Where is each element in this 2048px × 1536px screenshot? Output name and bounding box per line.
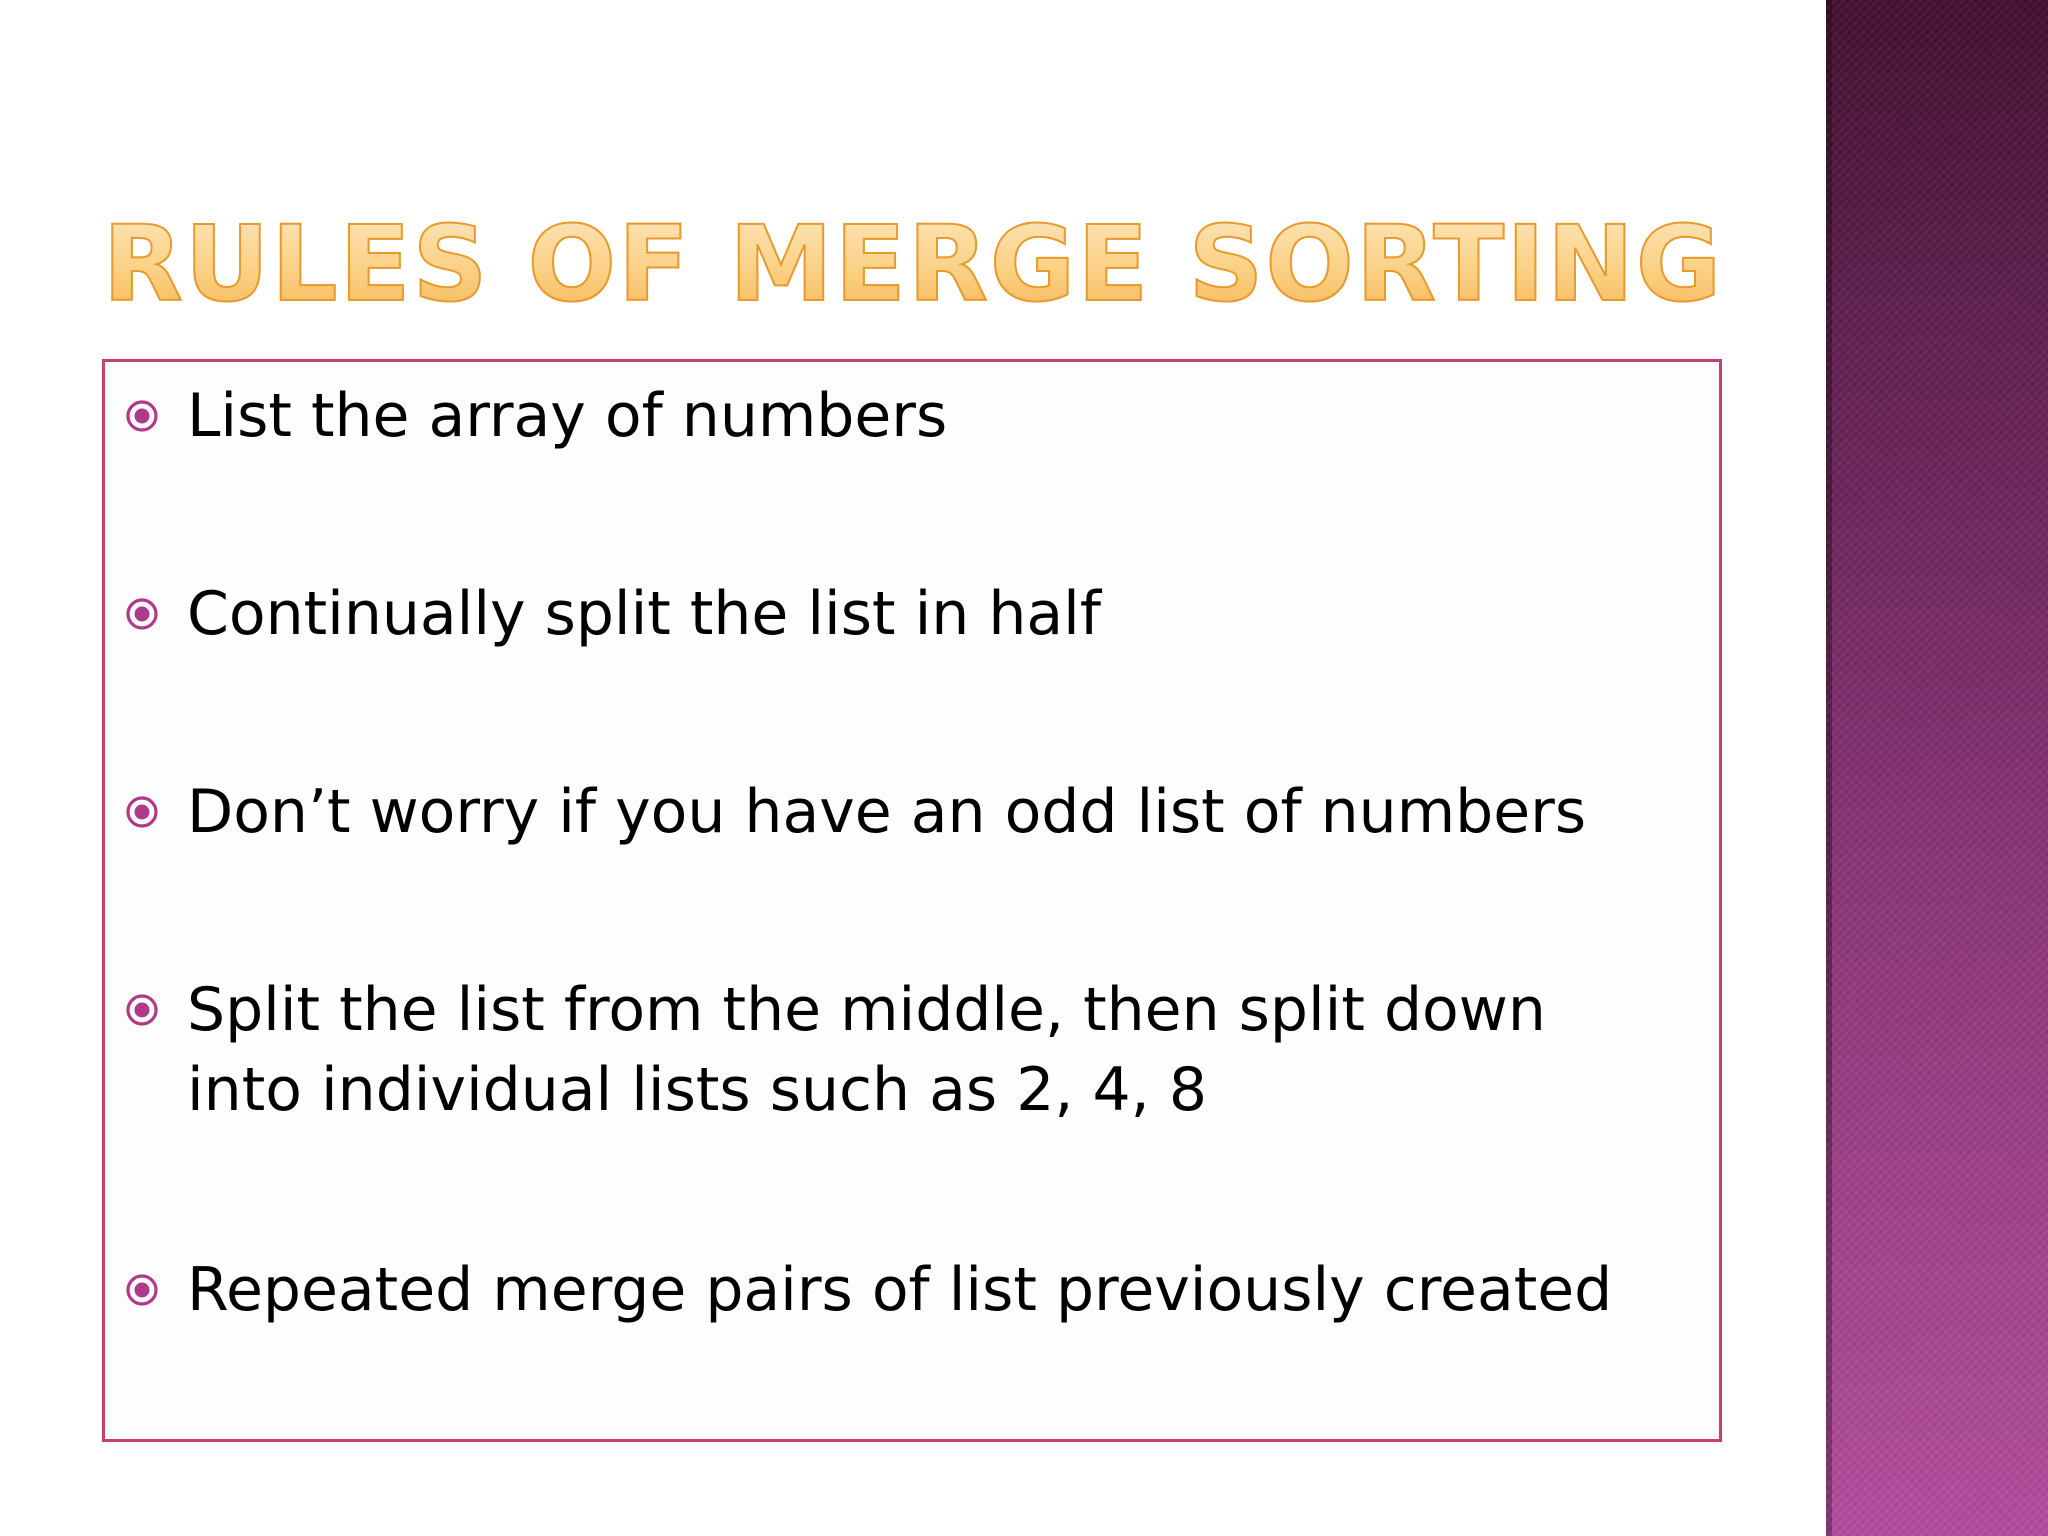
bullet-content-box — [102, 359, 1722, 1442]
circled-dot-icon — [125, 399, 159, 433]
circled-dot-icon — [125, 993, 159, 1027]
side-panel-texture — [1826, 0, 2048, 1536]
circled-dot-icon — [125, 795, 159, 829]
bullet-text: Continually split the list in half — [187, 579, 1101, 649]
bullet-text: Don’t worry if you have an odd list of numbers — [187, 777, 1587, 847]
circled-dot-icon — [125, 597, 159, 631]
bullet-text: Split the list from the middle, then split down into individual lists such as 2, 4, 8 — [187, 975, 1546, 1125]
bullet-text: List the array of numbers — [187, 381, 948, 451]
bullet-item — [125, 574, 1685, 654]
bullet-item — [125, 1250, 1685, 1330]
bullet-item — [125, 376, 1685, 456]
decorative-side-panel — [1826, 0, 2048, 1536]
circled-dot-icon — [125, 1273, 159, 1307]
bullet-item — [125, 970, 1685, 1130]
bullet-text: Repeated merge pairs of list previously created — [187, 1255, 1613, 1325]
bullet-item — [125, 772, 1685, 852]
slide-title: RULES OF MERGE SORTING — [0, 200, 1826, 328]
